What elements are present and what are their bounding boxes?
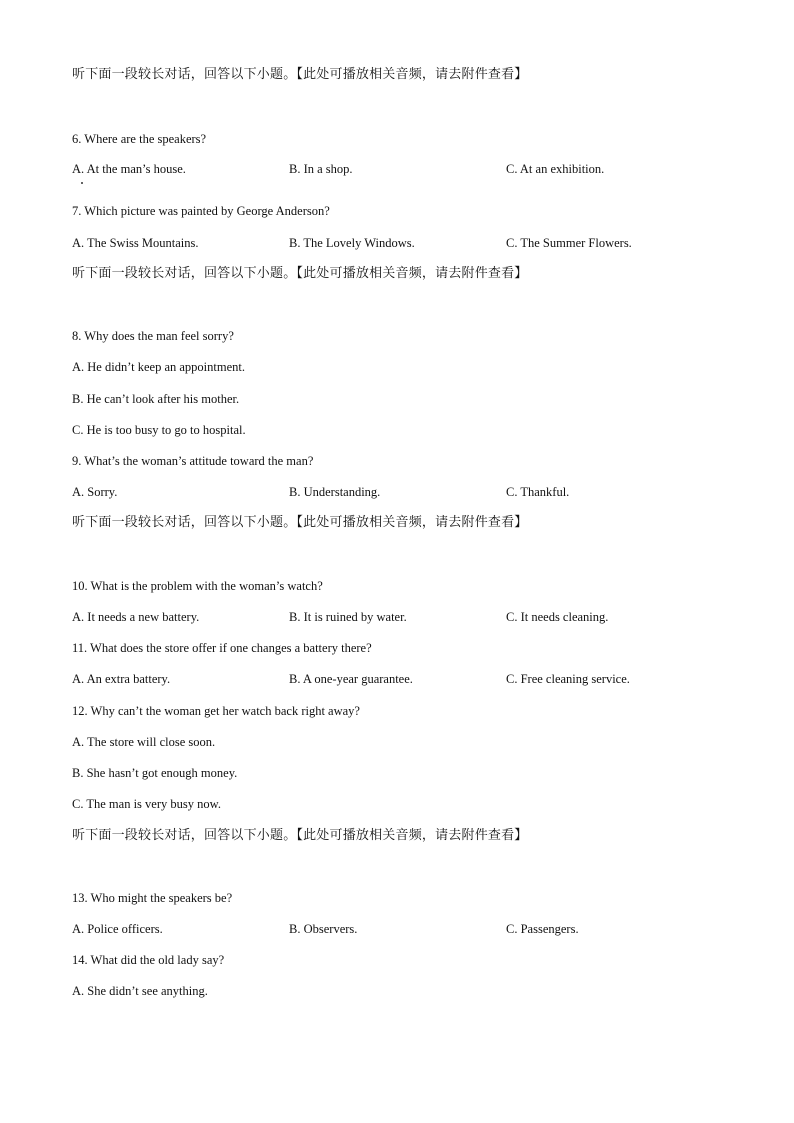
q9-option-c: C. Thankful.	[506, 485, 570, 499]
q6-option-a: A. At the man’s house.	[72, 162, 186, 176]
q6-option-b: B. In a shop.	[289, 162, 353, 176]
q12-option-c: C. The man is very busy now.	[72, 797, 221, 811]
q10-option-a: A. It needs a new battery.	[72, 610, 200, 624]
section-instruction: 听下面一段较长对话，回答以下小题。【此处可播放相关音频，请去附件查看】	[72, 67, 528, 82]
question-12: 12. Why can’t the woman get her watch back right away?	[72, 704, 360, 718]
stray-mark	[81, 182, 83, 184]
q13-option-c: C. Passengers.	[506, 922, 579, 936]
q13-option-b: B. Observers.	[289, 922, 358, 936]
question-11: 11. What does the store offer if one changes a battery there?	[72, 641, 372, 655]
q7-option-b: B. The Lovely Windows.	[289, 236, 415, 250]
question-10: 10. What is the problem with the woman’s watch?	[72, 579, 323, 593]
q9-option-a: A. Sorry.	[72, 485, 118, 499]
q7-option-c: C. The Summer Flowers.	[506, 236, 632, 250]
question-7: 7. Which picture was painted by George Anderson?	[72, 204, 330, 218]
q8-option-a: A. He didn’t keep an appointment.	[72, 360, 245, 374]
q8-option-c: C. He is too busy to go to hospital.	[72, 423, 246, 437]
q10-option-b: B. It is ruined by water.	[289, 610, 407, 624]
q12-option-b: B. She hasn’t got enough money.	[72, 766, 238, 780]
q8-option-b: B. He can’t look after his mother.	[72, 392, 240, 406]
question-14: 14. What did the old lady say?	[72, 953, 225, 967]
q14-option-a: A. She didn’t see anything.	[72, 984, 208, 998]
q9-option-b: B. Understanding.	[289, 485, 381, 499]
q7-option-a: A. The Swiss Mountains.	[72, 236, 199, 250]
question-6: 6. Where are the speakers?	[72, 132, 207, 146]
q11-option-c: C. Free cleaning service.	[506, 672, 630, 686]
q6-option-c: C. At an exhibition.	[506, 162, 605, 176]
section-instruction: 听下面一段较长对话，回答以下小题。【此处可播放相关音频，请去附件查看】	[72, 828, 528, 843]
q11-option-b: B. A one-year guarantee.	[289, 672, 413, 686]
question-13: 13. Who might the speakers be?	[72, 891, 233, 905]
section-instruction: 听下面一段较长对话，回答以下小题。【此处可播放相关音频，请去附件查看】	[72, 515, 528, 530]
q11-option-a: A. An extra battery.	[72, 672, 171, 686]
q13-option-a: A. Police officers.	[72, 922, 163, 936]
section-instruction: 听下面一段较长对话，回答以下小题。【此处可播放相关音频，请去附件查看】	[72, 266, 528, 281]
question-9: 9. What’s the woman’s attitude toward the man?	[72, 454, 314, 468]
question-8: 8. Why does the man feel sorry?	[72, 329, 234, 343]
q12-option-a: A. The store will close soon.	[72, 735, 216, 749]
q10-option-c: C. It needs cleaning.	[506, 610, 609, 624]
